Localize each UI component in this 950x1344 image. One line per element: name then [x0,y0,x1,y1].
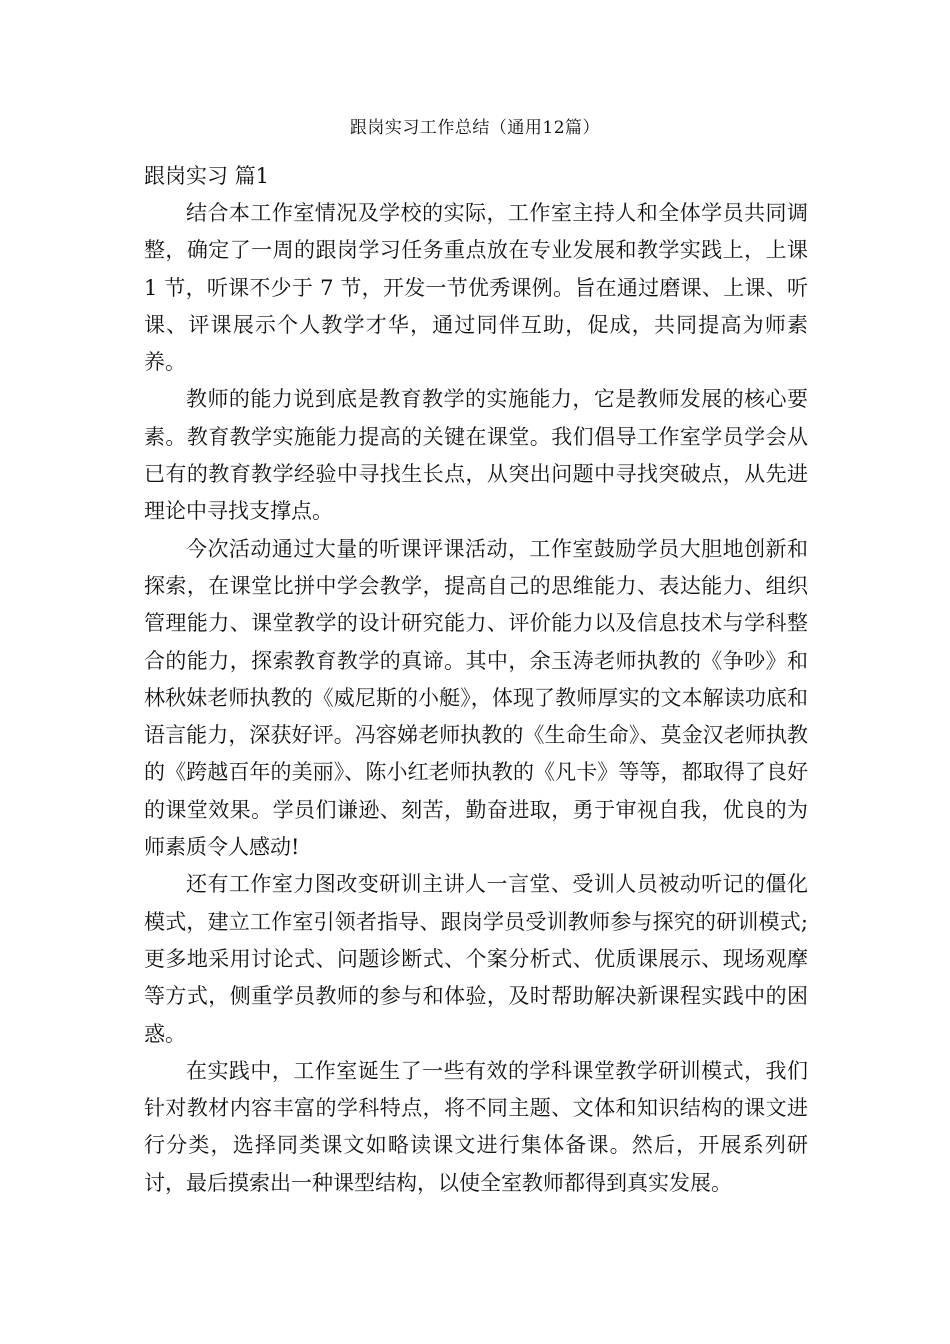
paragraph-3: 今次活动通过大量的听课评课活动，工作室鼓励学员大胆地创新和探索，在课堂比拼中学会教学，提高自己的思维能力、表达能力、组织管理能力、课堂教学的设计研究能力、评价能力以及信息技术与学科整合的能力，探索教育教学的真谛。其中，余玉涛老师执教的《争吵》和林秋妹老师执教的《威尼斯的小艇》，体现了教师厚实的文本解读功底和语言能力，深获好评。冯容娣老师执教的《生命生命》、莫金汉老师执教的《跨越百年的美丽》、陈小红老师执教的《凡卡》等等，都取得了良好的课堂效果。学员们谦逊、刻苦，勤奋进取，勇于审视自我，优良的为师素质令人感动! [144,536,808,860]
paragraph-1: 结合本工作室情况及学校的实际，工作室主持人和全体学员共同调整，确定了一周的跟岗学习任务重点放在专业发展和教学实践上，上课 1 节，听课不少于 7 节，开发一节优秀课例。旨在通过磨课、上课、听课、评课展示个人教学才华，通过同伴互助，促成，共同提高为师素养。 [144,201,808,375]
paragraph-2: 教师的能力说到底是教育教学的实施能力，它是教师发展的核心要素。教育教学实施能力提高的关键在课堂。我们倡导工作室学员学会从已有的教育教学经验中寻找生长点，从突出问题中寻找突破点，从先进理论中寻找支撑点。 [144,387,808,524]
paragraph-4: 还有工作室力图改变研训主讲人一言堂、受训人员被动听记的僵化模式，建立工作室引领者指导、跟岗学员受训教师参与探究的研训模式;更多地采用讨论式、问题诊断式、个案分析式、优质课展示、现场观摩等方式，侧重学员教师的参与和体验，及时帮助解决新课程实践中的困惑。 [144,872,808,1046]
section-heading: 跟岗实习 篇1 [144,164,270,188]
document-body [144,158,808,1202]
document-title: 跟岗实习工作总结（通用12篇） [349,118,601,138]
paragraph-5: 在实践中，工作室诞生了一些有效的学科课堂教学研训模式，我们针对教材内容丰富的学科特点，将不同主题、文体和知识结构的课文进行分类，选择同类课文如略读课文进行集体备课。然后，开展系列研讨，最后摸索出一种课型结构，以使全室教师都得到真实发展。 [144,1058,808,1195]
